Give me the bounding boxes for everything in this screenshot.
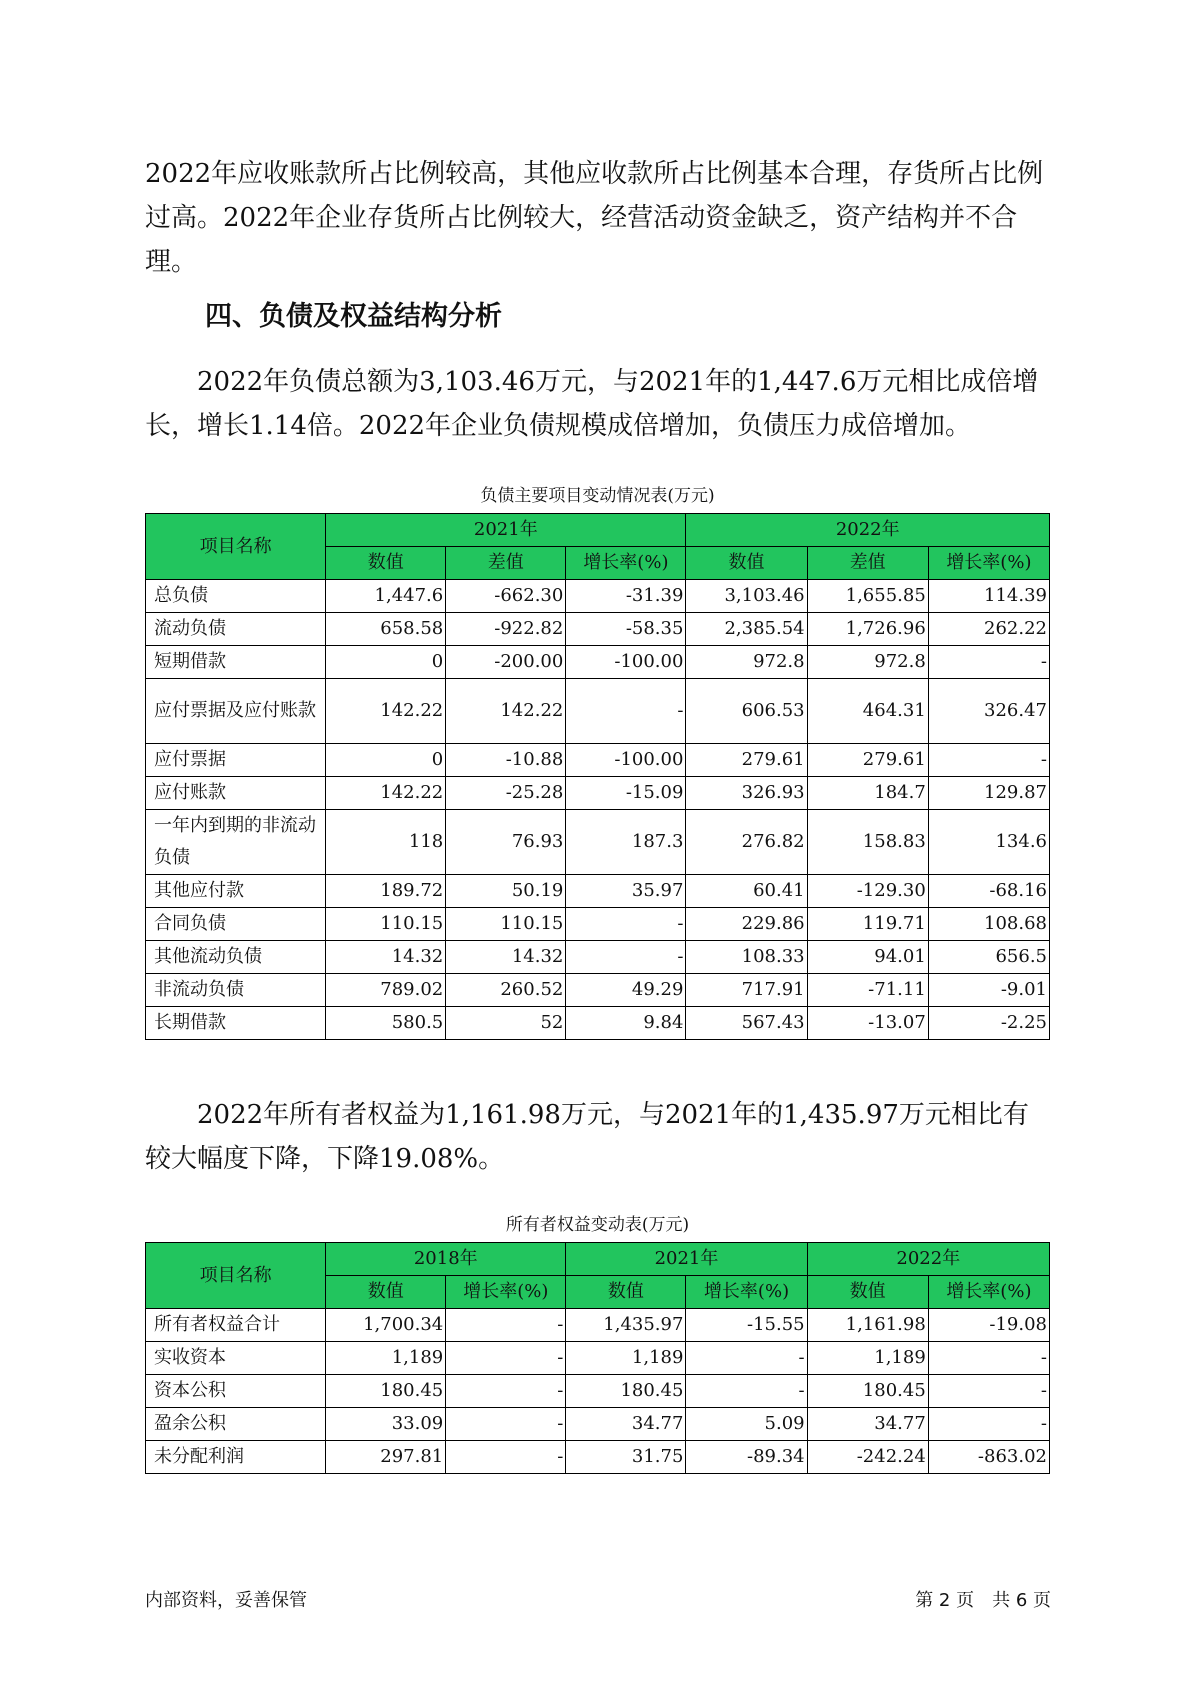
cell-value: 180.45 xyxy=(566,1375,686,1408)
cell-value: - xyxy=(446,1441,566,1474)
table1-subheader: 差值 xyxy=(446,547,566,580)
cell-value: 14.32 xyxy=(446,941,566,974)
cell-value: 94.01 xyxy=(807,941,928,974)
cell-value: -863.02 xyxy=(928,1441,1049,1474)
cell-value: 33.09 xyxy=(326,1408,446,1441)
cell-value: 60.41 xyxy=(686,875,807,908)
table-row xyxy=(146,1007,1050,1040)
cell-value: - xyxy=(566,941,686,974)
cell-value: - xyxy=(928,1375,1049,1408)
cell-value: 35.97 xyxy=(566,875,686,908)
row-label: 盈余公积 xyxy=(146,1408,326,1441)
paragraph-liability-summary: 2022年负债总额为3,103.46万元，与2021年的1,447.6万元相比成倍增长，增长1.14倍。2022年企业负债规模成倍增加，负债压力成倍增加。 xyxy=(145,367,1039,441)
table-row xyxy=(146,1408,1050,1441)
table-row xyxy=(146,613,1050,646)
cell-value: -68.16 xyxy=(928,875,1049,908)
row-label: 应付票据 xyxy=(146,744,326,777)
cell-value: 187.3 xyxy=(566,810,686,875)
cell-value: -9.01 xyxy=(928,974,1049,1007)
cell-value: - xyxy=(446,1375,566,1408)
cell-value: 108.68 xyxy=(928,908,1049,941)
cell-value: 108.33 xyxy=(686,941,807,974)
table-row xyxy=(146,646,1050,679)
cell-value: 717.91 xyxy=(686,974,807,1007)
table-row xyxy=(146,974,1050,1007)
cell-value: 262.22 xyxy=(928,613,1049,646)
cell-value: 260.52 xyxy=(446,974,566,1007)
table1-subheader: 增长率(%) xyxy=(566,547,686,580)
row-label: 其他流动负债 xyxy=(146,941,326,974)
cell-value: 49.29 xyxy=(566,974,686,1007)
cell-value: -10.88 xyxy=(446,744,566,777)
cell-value: 2,385.54 xyxy=(686,613,807,646)
cell-value: 3,103.46 xyxy=(686,580,807,613)
cell-value: -58.35 xyxy=(566,613,686,646)
cell-value: 1,189 xyxy=(807,1342,928,1375)
cell-value: - xyxy=(928,744,1049,777)
table2-header-year-2021: 2021年 xyxy=(566,1243,807,1276)
row-label: 应付票据及应付账款 xyxy=(146,679,326,744)
row-label: 长期借款 xyxy=(146,1007,326,1040)
table2-subheader: 数值 xyxy=(326,1276,446,1309)
cell-value: 789.02 xyxy=(326,974,446,1007)
paragraph-equity-summary: 2022年所有者权益为1,161.98万元，与2021年的1,435.97万元相比有较大幅度下降，下降19.08%。 xyxy=(145,1100,1029,1174)
cell-value: 189.72 xyxy=(326,875,446,908)
cell-value: 279.61 xyxy=(807,744,928,777)
cell-value: 180.45 xyxy=(807,1375,928,1408)
cell-value: 9.84 xyxy=(566,1007,686,1040)
cell-value: 1,447.6 xyxy=(326,580,446,613)
cell-value: - xyxy=(446,1408,566,1441)
table-row xyxy=(146,679,1050,744)
cell-value: 34.77 xyxy=(807,1408,928,1441)
table2-header-year-2022: 2022年 xyxy=(807,1243,1049,1276)
cell-value: 567.43 xyxy=(686,1007,807,1040)
cell-value: -100.00 xyxy=(566,646,686,679)
cell-value: 34.77 xyxy=(566,1408,686,1441)
cell-value: - xyxy=(928,1408,1049,1441)
cell-value: 180.45 xyxy=(326,1375,446,1408)
cell-value: -19.08 xyxy=(928,1309,1049,1342)
cell-value: 1,435.97 xyxy=(566,1309,686,1342)
cell-value: 606.53 xyxy=(686,679,807,744)
row-label: 实收资本 xyxy=(146,1342,326,1375)
table1-subheader: 差值 xyxy=(807,547,928,580)
cell-value: 50.19 xyxy=(446,875,566,908)
row-label: 其他应付款 xyxy=(146,875,326,908)
cell-value: -242.24 xyxy=(807,1441,928,1474)
table1-header-year-2021: 2021年 xyxy=(326,514,686,547)
cell-value: -31.39 xyxy=(566,580,686,613)
row-label: 总负债 xyxy=(146,580,326,613)
footer-page-number: 第 2 页 共 6 页 xyxy=(915,1590,1051,1611)
cell-value: - xyxy=(686,1375,807,1408)
cell-value: -71.11 xyxy=(807,974,928,1007)
cell-value: 326.93 xyxy=(686,777,807,810)
cell-value: -662.30 xyxy=(446,580,566,613)
cell-value: 52 xyxy=(446,1007,566,1040)
table-row xyxy=(146,1309,1050,1342)
cell-value: - xyxy=(928,646,1049,679)
cell-value: 276.82 xyxy=(686,810,807,875)
cell-value: 1,189 xyxy=(566,1342,686,1375)
table-row xyxy=(146,1441,1050,1474)
cell-value: 134.6 xyxy=(928,810,1049,875)
table-row xyxy=(146,1375,1050,1408)
cell-value: 31.75 xyxy=(566,1441,686,1474)
cell-value: 297.81 xyxy=(326,1441,446,1474)
cell-value: 5.09 xyxy=(686,1408,807,1441)
cell-value: -922.82 xyxy=(446,613,566,646)
table2-subheader: 增长率(%) xyxy=(928,1276,1049,1309)
table-row xyxy=(146,1342,1050,1375)
cell-value: 110.15 xyxy=(326,908,446,941)
cell-value: - xyxy=(566,679,686,744)
table2-subheader: 增长率(%) xyxy=(686,1276,807,1309)
cell-value: 326.47 xyxy=(928,679,1049,744)
cell-value: -25.28 xyxy=(446,777,566,810)
row-label: 资本公积 xyxy=(146,1375,326,1408)
table-row xyxy=(146,744,1050,777)
table-row xyxy=(146,908,1050,941)
table1-body xyxy=(146,580,1050,1040)
cell-value: 76.93 xyxy=(446,810,566,875)
section-heading: 四、负债及权益结构分析 xyxy=(205,301,502,332)
cell-value: 972.8 xyxy=(807,646,928,679)
table-row xyxy=(146,875,1050,908)
table-row xyxy=(146,580,1050,613)
cell-value: 184.7 xyxy=(807,777,928,810)
cell-value: - xyxy=(446,1309,566,1342)
row-label: 未分配利润 xyxy=(146,1441,326,1474)
equity-table xyxy=(145,1242,1050,1474)
table2-subheader: 数值 xyxy=(807,1276,928,1309)
cell-value: 114.39 xyxy=(928,580,1049,613)
table1-subheader: 数值 xyxy=(686,547,807,580)
table-row xyxy=(146,777,1050,810)
paragraph-asset-structure: 2022年应收账款所占比例较高，其他应收款所占比例基本合理，存货所占比例过高。2022年企业存货所占比例较大，经营活动资金缺乏，资产结构并不合理。 xyxy=(145,159,1044,277)
cell-value: 279.61 xyxy=(686,744,807,777)
row-label: 合同负债 xyxy=(146,908,326,941)
row-label: 非流动负债 xyxy=(146,974,326,1007)
table2-body xyxy=(146,1309,1050,1474)
table2-header-name: 项目名称 xyxy=(146,1243,326,1309)
cell-value: 119.71 xyxy=(807,908,928,941)
cell-value: 1,655.85 xyxy=(807,580,928,613)
table2-header-year-2018: 2018年 xyxy=(326,1243,566,1276)
table1-caption: 负债主要项目变动情况表(万元) xyxy=(480,486,715,506)
cell-value: 1,726.96 xyxy=(807,613,928,646)
cell-value: 0 xyxy=(326,646,446,679)
cell-value: 580.5 xyxy=(326,1007,446,1040)
cell-value: -15.55 xyxy=(686,1309,807,1342)
footer-confidential-note: 内部资料，妥善保管 xyxy=(145,1590,307,1611)
cell-value: 658.58 xyxy=(326,613,446,646)
cell-value: - xyxy=(686,1342,807,1375)
cell-value: - xyxy=(566,908,686,941)
cell-value: 972.8 xyxy=(686,646,807,679)
table2-caption: 所有者权益变动表(万元) xyxy=(505,1215,690,1235)
table1-subheader: 数值 xyxy=(326,547,446,580)
cell-value: -13.07 xyxy=(807,1007,928,1040)
cell-value: 229.86 xyxy=(686,908,807,941)
cell-value: - xyxy=(446,1342,566,1375)
table-row xyxy=(146,810,1050,875)
cell-value: -89.34 xyxy=(686,1441,807,1474)
cell-value: 142.22 xyxy=(446,679,566,744)
cell-value: 0 xyxy=(326,744,446,777)
cell-value: 14.32 xyxy=(326,941,446,974)
cell-value: 656.5 xyxy=(928,941,1049,974)
cell-value: -129.30 xyxy=(807,875,928,908)
cell-value: -100.00 xyxy=(566,744,686,777)
table2-subheader: 增长率(%) xyxy=(446,1276,566,1309)
cell-value: 110.15 xyxy=(446,908,566,941)
cell-value: 1,189 xyxy=(326,1342,446,1375)
cell-value: -2.25 xyxy=(928,1007,1049,1040)
table2-subheader: 数值 xyxy=(566,1276,686,1309)
row-label: 应付账款 xyxy=(146,777,326,810)
cell-value: 158.83 xyxy=(807,810,928,875)
cell-value: 142.22 xyxy=(326,679,446,744)
row-label: 流动负债 xyxy=(146,613,326,646)
table-row xyxy=(146,941,1050,974)
row-label: 短期借款 xyxy=(146,646,326,679)
cell-value: 118 xyxy=(326,810,446,875)
table1-subheader: 增长率(%) xyxy=(928,547,1049,580)
cell-value: -200.00 xyxy=(446,646,566,679)
cell-value: 142.22 xyxy=(326,777,446,810)
cell-value: -15.09 xyxy=(566,777,686,810)
cell-value: 464.31 xyxy=(807,679,928,744)
cell-value: - xyxy=(928,1342,1049,1375)
table1-header-year-2022: 2022年 xyxy=(686,514,1050,547)
cell-value: 129.87 xyxy=(928,777,1049,810)
row-label: 所有者权益合计 xyxy=(146,1309,326,1342)
row-label: 一年内到期的非流动负债 xyxy=(146,810,326,875)
cell-value: 1,700.34 xyxy=(326,1309,446,1342)
cell-value: 1,161.98 xyxy=(807,1309,928,1342)
liability-table xyxy=(145,513,1050,1040)
table1-header-name: 项目名称 xyxy=(146,514,326,580)
